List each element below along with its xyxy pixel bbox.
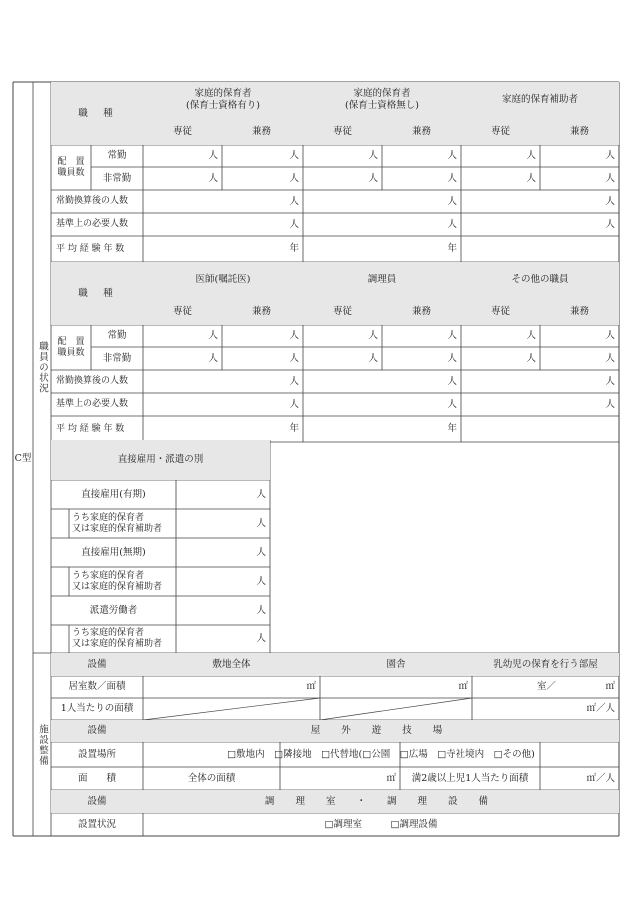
count-input-cell[interactable]: 人 xyxy=(289,172,299,184)
parttime-header: 兼務 xyxy=(251,305,271,317)
nonregular-label: 非常勤 xyxy=(102,172,132,184)
employment-type-label: 直接雇用(無期) xyxy=(81,546,146,558)
avg-years-label: 平 均 経 験 年 数 xyxy=(56,243,125,254)
required-count-label: 基準上の必要人数 xyxy=(56,399,129,409)
area-label: 面 積 xyxy=(77,772,116,784)
count-input-cell[interactable]: 人 xyxy=(447,150,457,161)
total-area-cell[interactable]: ㎡ xyxy=(386,772,396,784)
count-input-cell[interactable]: 人 xyxy=(526,150,536,161)
section-staff-label: 職員の状況 xyxy=(37,341,48,394)
fulltime-header: 専従 xyxy=(172,305,192,317)
count-input-cell[interactable]: 人 xyxy=(526,330,536,341)
equipment-label: 設備 xyxy=(87,658,107,670)
site-total-header: 敷地全体 xyxy=(212,658,251,670)
per-child-area-cell[interactable]: ㎡／人 xyxy=(586,772,615,784)
required-input-cell[interactable]: 人 xyxy=(605,398,615,410)
count-input-cell[interactable]: 人 xyxy=(208,172,218,184)
regular-label: 常勤 xyxy=(107,150,127,161)
per-person-area-cell[interactable]: ㎡／人 xyxy=(586,703,615,714)
count-input-cell[interactable]: 人 xyxy=(208,330,218,341)
fulltime-header: 専従 xyxy=(332,305,352,317)
employment-header: 直接雇用・派遣の別 xyxy=(117,454,204,465)
employment-count-cell[interactable]: 人 xyxy=(256,546,266,558)
placement-label: 配 置 職員数 xyxy=(57,156,85,178)
group-header-2: 調理員 xyxy=(367,274,397,285)
fulltime-header: 専従 xyxy=(332,125,352,137)
kitchen-header: 調 理 室 ・ 調 理 設 備 xyxy=(264,795,498,807)
install-place-label: 設置場所 xyxy=(77,748,116,760)
placement-label: 配 置 職員数 xyxy=(57,336,85,358)
equipment-label: 設備 xyxy=(87,725,107,736)
parttime-header: 兼務 xyxy=(569,125,589,137)
count-input-cell[interactable]: 人 xyxy=(289,150,299,161)
fulltime-header: 専従 xyxy=(172,125,192,137)
outdoor-play-header: 屋 外 遊 技 場 xyxy=(310,725,452,736)
count-input-cell[interactable]: 人 xyxy=(605,150,615,161)
building-area-cell[interactable]: ㎡ xyxy=(458,681,468,692)
count-input-cell[interactable]: 人 xyxy=(208,150,218,161)
per-person-area-label: 1人当たりの面積 xyxy=(60,703,134,714)
group-header-1: 家庭的保育者 (保育士資格有り) xyxy=(186,88,260,111)
install-place-options[interactable]: □敷地内 □隣接地 □代替地(□公園 □広場 □寺社境内 □その他) xyxy=(227,748,535,760)
employment-count-cell[interactable]: 人 xyxy=(256,633,266,644)
section-facility-label: 施設整備 xyxy=(37,723,48,766)
required-input-cell[interactable]: 人 xyxy=(289,398,299,410)
count-input-cell[interactable]: 人 xyxy=(289,330,299,341)
count-input-cell[interactable]: 人 xyxy=(208,352,218,364)
employment-count-cell[interactable]: 人 xyxy=(256,575,266,587)
count-input-cell[interactable]: 人 xyxy=(526,172,536,184)
parttime-header: 兼務 xyxy=(569,305,589,317)
count-input-cell[interactable]: 人 xyxy=(368,352,378,364)
count-input-cell[interactable]: 人 xyxy=(605,172,615,184)
required-input-cell[interactable]: 人 xyxy=(605,218,615,230)
required-input-cell[interactable]: 人 xyxy=(289,218,299,230)
converted-input-cell[interactable]: 人 xyxy=(447,375,457,387)
years-input-cell[interactable]: 年 xyxy=(289,243,299,254)
employment-sub-label: うち家庭的保育者 又は家庭的保育補助者 xyxy=(72,570,163,592)
count-input-cell[interactable]: 人 xyxy=(526,352,536,364)
rooms-area-label: 居室数／面積 xyxy=(68,681,126,692)
room-count-cell[interactable]: 室／ xyxy=(536,681,556,692)
employment-count-cell[interactable]: 人 xyxy=(256,604,266,616)
required-count-label: 基準上の必要人数 xyxy=(56,219,129,229)
converted-count-label: 常勤換算後の人数 xyxy=(56,196,129,206)
converted-input-cell[interactable]: 人 xyxy=(605,375,615,387)
count-input-cell[interactable]: 人 xyxy=(447,330,457,341)
employment-sub-label: うち家庭的保育者 又は家庭的保育補助者 xyxy=(72,512,163,534)
group-header-3: その他の職員 xyxy=(511,274,569,285)
count-input-cell[interactable]: 人 xyxy=(368,172,378,184)
employment-sub-label: うち家庭的保育者 又は家庭的保育補助者 xyxy=(72,628,163,649)
grid-line xyxy=(143,698,320,720)
converted-input-cell[interactable]: 人 xyxy=(289,195,299,207)
nursery-room-header: 乳幼児の保育を行う部屋 xyxy=(493,658,598,670)
years-input-cell[interactable]: 年 xyxy=(447,243,457,254)
form-type-label: C型 xyxy=(14,453,32,464)
count-input-cell[interactable]: 人 xyxy=(368,330,378,341)
count-input-cell[interactable]: 人 xyxy=(447,352,457,364)
count-input-cell[interactable]: 人 xyxy=(447,172,457,184)
employment-count-cell[interactable]: 人 xyxy=(256,488,266,500)
employment-type-label: 直接雇用(有期) xyxy=(81,488,146,500)
kitchen-options[interactable]: □調理室 □調理設備 xyxy=(324,818,438,830)
converted-input-cell[interactable]: 人 xyxy=(447,195,457,207)
fulltime-header: 専従 xyxy=(490,305,510,317)
job-type-label: 職 種 xyxy=(78,287,116,299)
total-area-label: 全体の面積 xyxy=(187,772,236,784)
group-header-1: 医師(嘱託医) xyxy=(195,274,251,285)
count-input-cell[interactable]: 人 xyxy=(289,352,299,364)
converted-input-cell[interactable]: 人 xyxy=(605,195,615,207)
years-input-cell[interactable]: 年 xyxy=(289,423,299,434)
job-type-label: 職 種 xyxy=(78,107,116,119)
employment-type-label: 派遣労働者 xyxy=(89,604,138,616)
equipment-label: 設備 xyxy=(87,795,107,807)
count-input-cell[interactable]: 人 xyxy=(368,150,378,161)
parttime-header: 兼務 xyxy=(411,305,431,317)
grid-line xyxy=(320,698,472,720)
count-input-cell[interactable]: 人 xyxy=(605,352,615,364)
required-input-cell[interactable]: 人 xyxy=(447,218,457,230)
group-header-2: 家庭的保育者 (保育士資格無し) xyxy=(345,88,419,111)
converted-input-cell[interactable]: 人 xyxy=(289,375,299,387)
group-header-3: 家庭的保育補助者 xyxy=(501,94,578,105)
regular-label: 常勤 xyxy=(107,330,127,341)
parttime-header: 兼務 xyxy=(411,125,431,137)
room-area-cell[interactable]: ㎡ xyxy=(605,681,615,692)
employment-count-cell[interactable]: 人 xyxy=(256,517,266,529)
avg-years-label: 平 均 経 験 年 数 xyxy=(56,423,125,434)
site-area-cell[interactable]: ㎡ xyxy=(306,681,316,692)
nonregular-label: 非常勤 xyxy=(102,352,132,364)
building-header: 園舎 xyxy=(386,658,406,670)
count-input-cell[interactable]: 人 xyxy=(605,330,615,341)
install-status-label: 設置状況 xyxy=(77,818,116,830)
per-child-area-label: 満2歳以上児1人当たり面積 xyxy=(411,772,529,784)
required-input-cell[interactable]: 人 xyxy=(447,398,457,410)
fulltime-header: 専従 xyxy=(490,125,510,137)
converted-count-label: 常勤換算後の人数 xyxy=(56,376,129,386)
years-input-cell[interactable]: 年 xyxy=(447,423,457,434)
parttime-header: 兼務 xyxy=(251,125,271,137)
